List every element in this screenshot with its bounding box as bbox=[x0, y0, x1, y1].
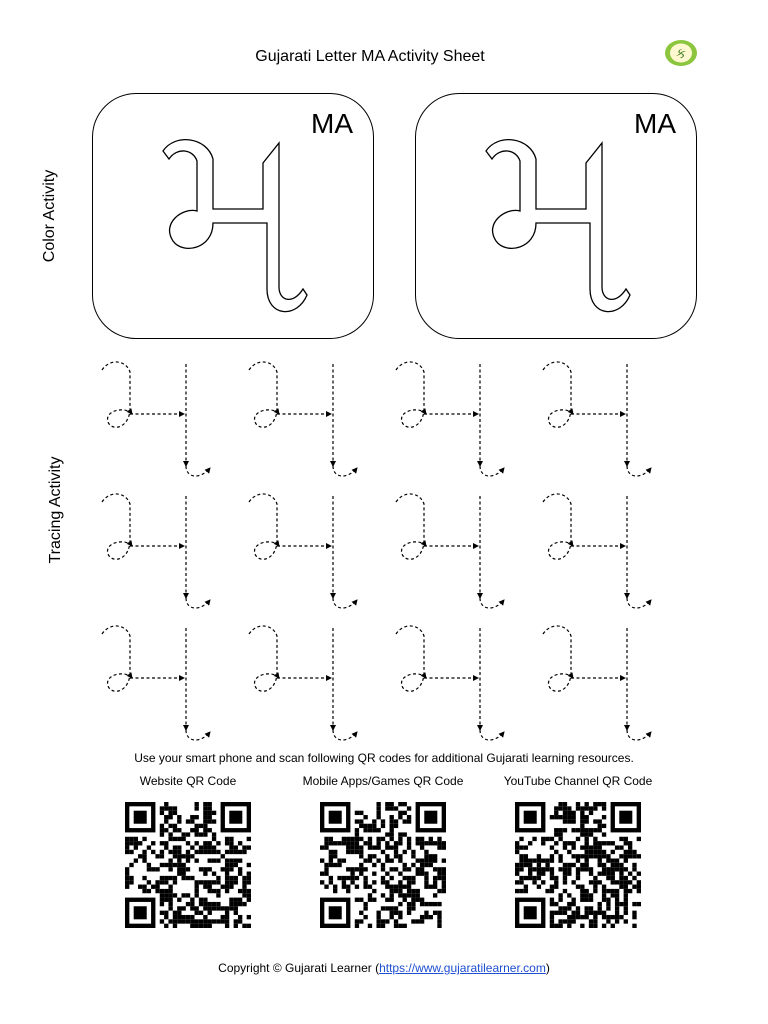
tracing-cell bbox=[396, 362, 504, 476]
letter-ma-outline bbox=[466, 129, 646, 319]
color-card-1 bbox=[92, 93, 374, 339]
tracing-cell bbox=[102, 362, 210, 476]
copyright-footer bbox=[0, 961, 768, 975]
letter-ma-outline bbox=[143, 129, 323, 319]
tracing-cell bbox=[543, 362, 651, 476]
tracing-cell bbox=[543, 494, 651, 608]
tracing-cell bbox=[543, 626, 651, 740]
apps-qr-code[interactable] bbox=[320, 802, 446, 928]
logo-glyph: ક bbox=[676, 46, 686, 62]
copyright-prefix: Copyright © Gujarati Learner ( bbox=[218, 961, 380, 975]
website-qr-code[interactable] bbox=[125, 802, 251, 928]
tracing-cell bbox=[102, 494, 210, 608]
tracing-cell bbox=[396, 494, 504, 608]
qr-block-apps bbox=[293, 774, 473, 928]
tracing-cell bbox=[249, 626, 357, 740]
color-card-2 bbox=[415, 93, 697, 339]
website-link[interactable]: https://www.gujaratilearner.com bbox=[379, 961, 546, 975]
copyright-suffix: ) bbox=[545, 961, 550, 975]
qr-caption: Mobile Apps/Games QR Code bbox=[302, 774, 464, 788]
tracing-cell bbox=[249, 494, 357, 608]
tracing-cell bbox=[102, 626, 210, 740]
card-letter-label: MA bbox=[634, 108, 676, 139]
page-title: Gujarati Letter MA Activity Sheet bbox=[255, 48, 485, 65]
qr-caption: YouTube Channel QR Code bbox=[503, 774, 653, 788]
tracing-cell bbox=[396, 626, 504, 740]
color-activity-label: Color Activity bbox=[41, 169, 58, 263]
gujarati-learner-logo bbox=[663, 36, 699, 68]
qr-caption: Website QR Code bbox=[139, 774, 237, 788]
qr-block-youtube bbox=[488, 774, 668, 928]
card-letter-label: MA bbox=[311, 108, 353, 139]
youtube-qr-code[interactable] bbox=[515, 802, 641, 928]
qr-block-website bbox=[98, 774, 278, 928]
tracing-activity-label: Tracing Activity bbox=[47, 456, 64, 564]
tracing-cell bbox=[249, 362, 357, 476]
tracing-grid bbox=[96, 356, 666, 746]
qr-instructions: Use your smart phone and scan following QR codes for additional Gujarati learning resources. bbox=[134, 751, 634, 765]
